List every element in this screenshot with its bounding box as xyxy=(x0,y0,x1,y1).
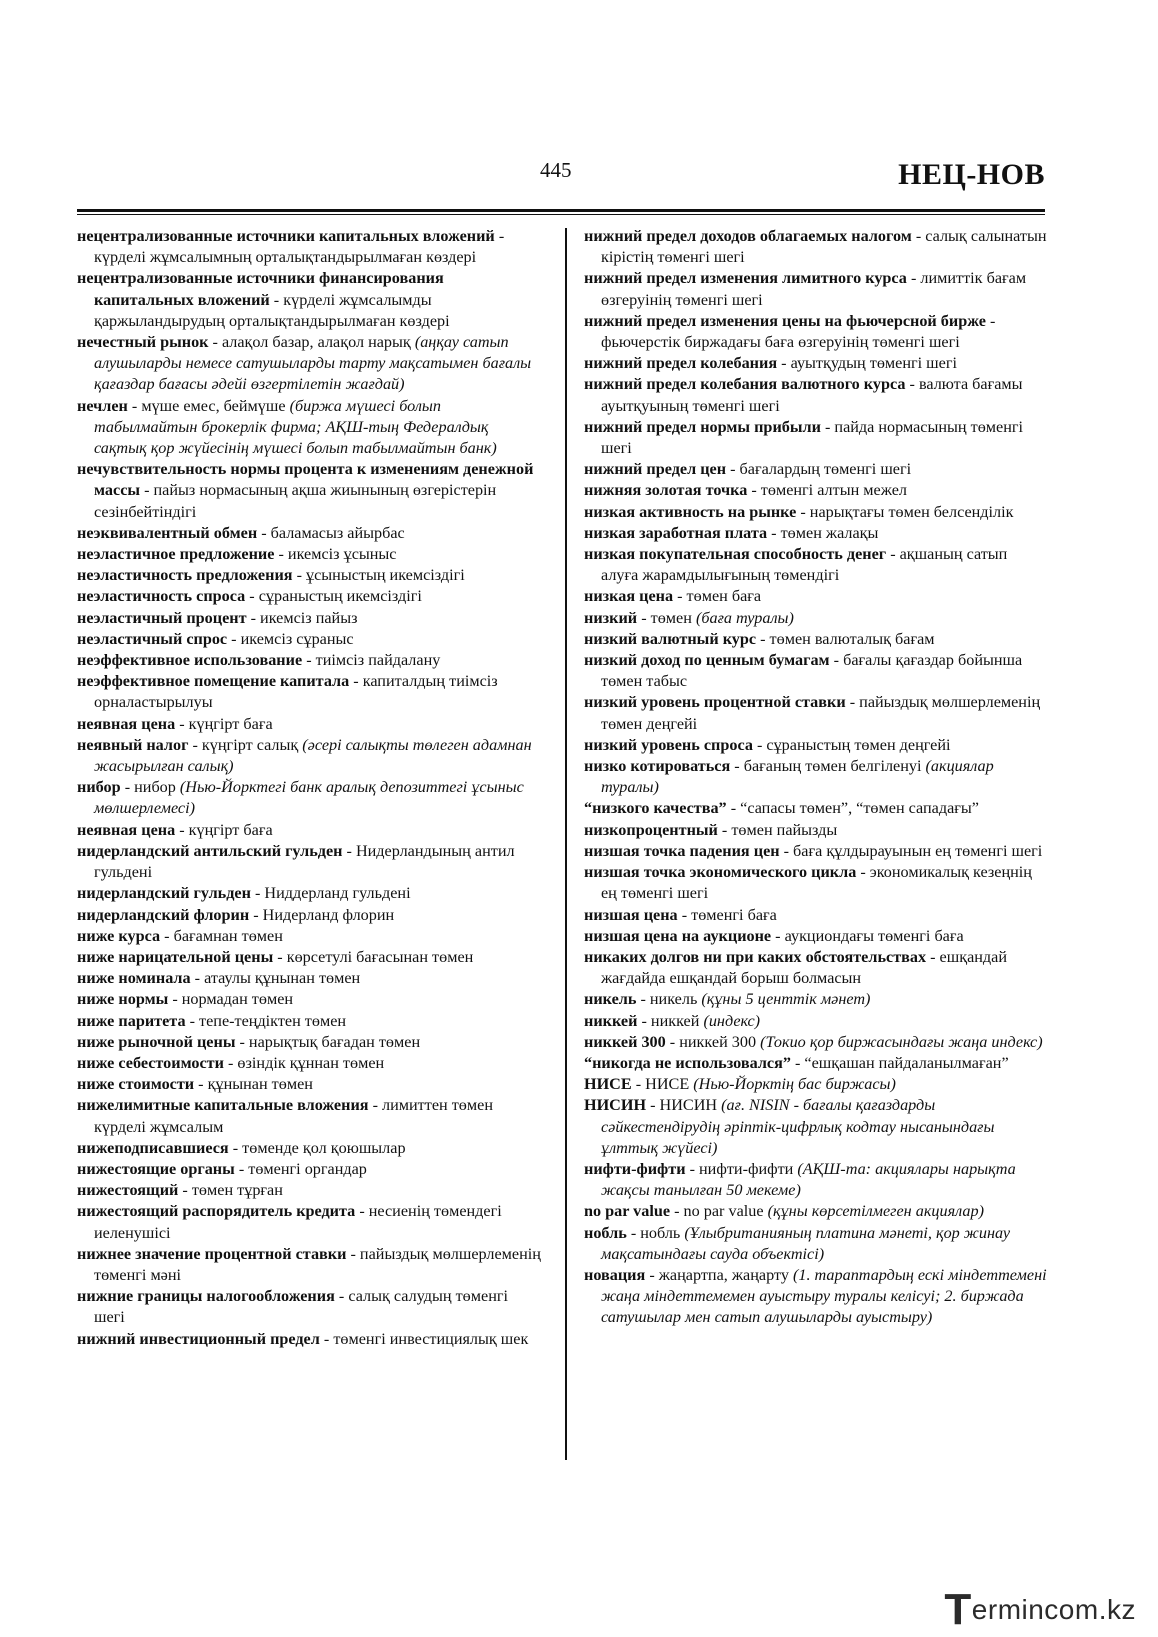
entry-term: низшая цена xyxy=(584,905,678,924)
dictionary-entry xyxy=(584,1095,1048,1159)
dictionary-entry xyxy=(77,268,542,332)
entry-note: (Нью-Йорктің бас биржасы) xyxy=(693,1075,896,1094)
header-rule xyxy=(77,209,1045,212)
entry-term: ниже паритета xyxy=(77,1011,186,1030)
entry-term: “низкого качества” xyxy=(584,799,727,818)
dictionary-entry xyxy=(77,332,542,396)
entry-definition: - no par value xyxy=(670,1202,768,1221)
dictionary-entry xyxy=(584,1053,1048,1074)
entry-note: (баға туралы) xyxy=(695,608,794,627)
entry-term: низкий xyxy=(584,608,638,627)
dictionary-entry xyxy=(77,1180,542,1201)
entry-term: нижелимитные капитальные вложения xyxy=(77,1096,369,1115)
entry-definition: - бағаның төмен белгіленуі xyxy=(730,757,926,776)
dictionary-entry xyxy=(584,735,1048,756)
dictionary-entry xyxy=(77,629,542,650)
entry-term: низко котироваться xyxy=(584,757,731,776)
entry-term: ниже себестоимости xyxy=(77,1053,224,1072)
dictionary-entry xyxy=(584,268,1048,310)
dictionary-entry xyxy=(77,820,542,841)
dictionary-entry xyxy=(77,989,542,1010)
entry-term: нижний предел нормы прибыли xyxy=(584,417,821,436)
dictionary-entry xyxy=(77,650,542,671)
entry-definition: - нибор xyxy=(120,778,180,797)
entry-definition: - пайыздық мөлшерлеменің төменгі мәні xyxy=(94,1244,541,1284)
entry-term: низкий валютный курс xyxy=(584,629,757,648)
entry-term: нижний предел цен xyxy=(584,460,727,479)
header-rule-thin xyxy=(77,214,1045,215)
entry-term: неэквивалентный обмен xyxy=(77,523,258,542)
entry-definition: - “ешқашан пайдаланылмаған” xyxy=(790,1053,1009,1072)
entry-definition: - жаңартпа, жаңарту xyxy=(645,1265,793,1284)
entry-term: неэластичность спроса xyxy=(77,587,246,606)
entry-term: нидерландский гульден xyxy=(77,884,251,903)
dictionary-entry xyxy=(77,777,542,819)
entry-term: нижний инвестиционный предел xyxy=(77,1329,320,1348)
entry-term: низшая цена на аукционе xyxy=(584,926,772,945)
entry-definition: - никкей xyxy=(637,1011,704,1030)
dictionary-entry xyxy=(584,1159,1048,1201)
dictionary-entry xyxy=(77,1074,542,1095)
entry-definition: - күрделі жұмсалымның орталықтандырылмаған көздері xyxy=(94,227,505,267)
dictionary-entry xyxy=(584,523,1048,544)
entry-definition: - күрделі жұмсалымды қаржыландырудың орталықтандырылмаған көздері xyxy=(94,290,450,330)
dictionary-entry xyxy=(584,1201,1048,1222)
entry-definition: - пайда нормасының төменгі шегі xyxy=(601,417,1024,458)
entry-definition: - сұраныстың икемсіздігі xyxy=(245,587,422,606)
dictionary-entry xyxy=(77,523,542,544)
entry-definition: - нормадан төмен xyxy=(168,990,294,1009)
dictionary-entry xyxy=(77,1053,542,1074)
logo-letter: T xyxy=(944,1585,972,1634)
dictionary-entry xyxy=(77,947,542,968)
dictionary-entry xyxy=(584,544,1048,586)
entry-definition: - ешқандай жағдайда ешқандай борыш болмасын xyxy=(601,947,1008,988)
dictionary-entry xyxy=(77,1138,542,1159)
entry-note: (Нью-Йорктегі банк аралық депозиттегі ұсыныс мөлшерлемесі) xyxy=(94,778,524,818)
entry-term: нижний предел изменения цены на фьючерсной бирже xyxy=(584,311,986,330)
entry-term: нижеподписавшиеся xyxy=(77,1138,229,1157)
dictionary-entry xyxy=(77,1329,542,1350)
entry-term: ниже номинала xyxy=(77,969,191,988)
entry-definition: - никкей 300 xyxy=(665,1032,761,1051)
entry-definition: - мүше емес, беймүше xyxy=(127,396,290,415)
entry-term: НИСЕ xyxy=(584,1075,632,1094)
entry-definition: - төмен жалақы xyxy=(767,523,879,542)
entry-definition: - атаулы құнынан төмен xyxy=(190,969,361,988)
dictionary-entry xyxy=(77,1011,542,1032)
entry-definition: - никель xyxy=(636,990,702,1009)
dictionary-entry xyxy=(77,459,542,523)
dictionary-entry xyxy=(77,608,542,629)
entry-definition: - құнынан төмен xyxy=(194,1075,313,1094)
entry-term: низкий уровень процентной ставки xyxy=(584,693,846,712)
dictionary-entry xyxy=(77,841,542,883)
dictionary-entry xyxy=(77,544,542,565)
dictionary-entry xyxy=(77,396,542,460)
dictionary-entry xyxy=(584,692,1048,734)
dictionary-entry xyxy=(584,862,1048,904)
left-column xyxy=(77,226,542,1350)
entry-definition: - алақол базар, алақол нарық xyxy=(208,333,415,352)
dictionary-entry xyxy=(584,798,1048,819)
entry-definition: - несиенің төмендегі иеленушісі xyxy=(94,1202,502,1242)
entry-definition: - пайыздық мөлшерлеменің төмен деңгейі xyxy=(601,693,1041,733)
entry-definition: - көрсетулі бағасынан төмен xyxy=(273,947,474,966)
entry-definition: - бағалардың төменгі шегі xyxy=(726,460,912,479)
dictionary-entry xyxy=(77,1244,542,1286)
dictionary-entry xyxy=(77,226,542,268)
entry-term: неявная цена xyxy=(77,714,176,733)
entry-term: нечувствительность нормы процента к изменениям денежной массы xyxy=(77,460,534,500)
site-logo[interactable] xyxy=(944,1585,1136,1635)
dictionary-entry xyxy=(77,926,542,947)
entry-definition: - төмен xyxy=(637,608,696,627)
entry-definition: - бағалы қағаздар бойынша төмен табыс xyxy=(601,651,1023,691)
entry-definition: - төмен тұрған xyxy=(178,1181,283,1200)
entry-definition: - ақшаның сатып алуға жарамдылығының төмендігі xyxy=(601,545,1008,585)
entry-definition: - лимиттен төмен күрделі жұмсалым xyxy=(94,1096,493,1136)
entry-term: нижняя золотая точка xyxy=(584,481,748,500)
entry-note: (ағ. NISIN - бағалы қағаздарды сәйкестендірудің әріптік-цифрлық кодтау нысанындағы ұлттық жүйесі) xyxy=(601,1096,995,1157)
dictionary-entry xyxy=(584,841,1048,862)
dictionary-entry xyxy=(584,1074,1048,1095)
entry-definition: - Ниддерланд гульдені xyxy=(250,884,411,903)
entry-definition: - төменде қол қоюшылар xyxy=(228,1138,406,1157)
entry-definition: - нарықтағы төмен белсенділік xyxy=(796,502,1014,521)
entry-note: (индекс) xyxy=(703,1011,761,1030)
entry-term: ниже курса xyxy=(77,926,161,945)
entry-note: (1. тараптардың ескі міндеттемені жаңа міндеттемемен ауыстыру туралы келісуі; 2. биржада сатушылар мен сатып алушыларды ауыстыру) xyxy=(601,1265,1047,1327)
dictionary-entry xyxy=(584,926,1048,947)
dictionary-entry xyxy=(77,905,542,926)
entry-definition: - төменгі органдар xyxy=(234,1159,367,1178)
entry-term: ниже стоимости xyxy=(77,1075,195,1094)
entry-term: неэластичное предложение xyxy=(77,545,275,564)
dictionary-entry xyxy=(584,226,1048,268)
entry-definition: - ұсыныстың икемсіздігі xyxy=(292,566,465,585)
entry-term: ниже нарицательной цены xyxy=(77,947,274,966)
entry-term: нижний предел доходов облагаемых налогом xyxy=(584,227,912,245)
entry-term: ниже нормы xyxy=(77,990,169,1009)
entry-term: нижестоящий xyxy=(77,1181,179,1200)
right-column xyxy=(584,226,1048,1329)
entry-definition: - төменгі инвестициялық шек xyxy=(319,1329,529,1348)
entry-definition: - икемсіз ұсыныс xyxy=(274,545,397,564)
entry-definition: - салық салынатын кірістің төменгі шегі xyxy=(601,227,1047,267)
entry-term: нижестоящий распорядитель кредита xyxy=(77,1202,356,1221)
dictionary-entry xyxy=(77,735,542,777)
dictionary-entry xyxy=(584,989,1048,1010)
entry-definition: - НИСИН xyxy=(646,1096,722,1115)
entry-definition: - капиталдың тиімсіз орналастырылуы xyxy=(94,672,498,712)
dictionary-entry xyxy=(584,311,1048,353)
dictionary-entry xyxy=(584,502,1048,523)
entry-term: нижний предел колебания xyxy=(584,354,778,373)
entry-term: неэластичность предложения xyxy=(77,566,293,585)
dictionary-entry xyxy=(584,947,1048,989)
dictionary-entry xyxy=(77,714,542,735)
entry-term: низкий уровень спроса xyxy=(584,735,753,754)
entry-term: неявная цена xyxy=(77,820,176,839)
entry-term: неэластичный спрос xyxy=(77,629,228,648)
entry-definition: - икемсіз сұраныс xyxy=(227,629,354,648)
entry-definition: - сұраныстың төмен деңгейі xyxy=(752,735,951,754)
entry-term: никель xyxy=(584,990,637,1009)
entry-definition: - экономикалық кезеңнің ең төменгі шегі xyxy=(601,863,1032,903)
entry-definition: - күңгірт баға xyxy=(175,714,273,733)
column-divider xyxy=(565,228,567,1460)
dictionary-entry xyxy=(584,1265,1048,1329)
entry-definition: - баламасыз айырбас xyxy=(257,523,405,542)
entry-term: нецентрализованные источники финансирования капитальных вложений xyxy=(77,269,444,309)
entry-term: никкей 300 xyxy=(584,1032,666,1051)
entry-note: (құны көрсетілмеген акциялар) xyxy=(767,1202,984,1221)
dictionary-entry xyxy=(584,480,1048,501)
dictionary-entry xyxy=(584,417,1048,459)
entry-definition: - нарықтық бағадан төмен xyxy=(235,1032,421,1051)
entry-definition: - Нидерландының антил гульдені xyxy=(94,841,515,882)
entry-term: нижний предел колебания валютного курса xyxy=(584,375,906,394)
dictionary-entry xyxy=(584,459,1048,480)
entry-term: низшая точка падения цен xyxy=(584,841,780,860)
entry-term: низкая заработная плата xyxy=(584,523,768,542)
dictionary-entry xyxy=(77,1159,542,1180)
dictionary-entry xyxy=(584,608,1048,629)
entry-term: низкопроцентный xyxy=(584,820,718,839)
entry-term: НИСИН xyxy=(584,1096,647,1115)
entry-term: неявный налог xyxy=(77,735,189,754)
entry-note: (әсері салықты төлеген адамнан жасырылған салық) xyxy=(94,735,532,776)
entry-term: ниже рыночной цены xyxy=(77,1032,236,1051)
entry-term: нижние границы налогообложения xyxy=(77,1287,335,1306)
entry-term: новация xyxy=(584,1265,646,1284)
entry-term: no par value xyxy=(584,1202,671,1221)
dictionary-entry xyxy=(77,1201,542,1243)
entry-term: нидерландский антильский гульден xyxy=(77,841,343,860)
entry-term: нифти-фифти xyxy=(584,1159,686,1178)
dictionary-entry xyxy=(77,883,542,904)
logo-text: ermincom.kz xyxy=(971,1594,1136,1625)
dictionary-entry xyxy=(77,968,542,989)
entry-term: нечестный рынок xyxy=(77,333,209,352)
entry-note: (Токио қор биржасындағы жаңа индекс) xyxy=(760,1032,1043,1051)
dictionary-entry xyxy=(77,1286,542,1328)
entry-definition: - күңгірт баға xyxy=(175,820,273,839)
entry-definition: - бағамнан төмен xyxy=(160,926,283,945)
entry-term: нобль xyxy=(584,1223,627,1242)
entry-term: нидерландский флорин xyxy=(77,905,250,924)
entry-definition: - икемсіз пайыз xyxy=(246,608,358,627)
entry-term: нижний предел изменения лимитного курса xyxy=(584,269,907,288)
entry-definition: - аукциондағы төменгі баға xyxy=(771,926,964,945)
dictionary-entry xyxy=(77,1095,542,1137)
dictionary-entry xyxy=(584,629,1048,650)
entry-definition: - төмен баға xyxy=(673,587,762,606)
entry-term: “никогда не использовался” xyxy=(584,1053,791,1072)
entry-note: (акциялар туралы) xyxy=(601,757,994,797)
dictionary-entry xyxy=(584,820,1048,841)
entry-term: нижнее значение процентной ставки xyxy=(77,1244,347,1263)
entry-definition: - салық салудың төменгі шегі xyxy=(94,1287,508,1327)
running-head: НЕЦ-НОВ xyxy=(898,158,1045,191)
entry-note: (биржа мүшесі болып табылмайтын брокерлік фирма; АҚШ-тың Федералдық сақтық қор жүйесінің мүшесі болып табылмайтын банк) xyxy=(94,396,497,458)
dictionary-entry xyxy=(77,671,542,713)
dictionary-entry xyxy=(77,565,542,586)
dictionary-entry xyxy=(584,1011,1048,1032)
entry-term: неэффективное помещение капитала xyxy=(77,672,350,691)
entry-term: никаких долгов ни при каких обстоятельствах xyxy=(584,947,927,966)
entry-term: нецентрализованные источники капитальных вложений xyxy=(77,227,495,245)
entry-definition: - “сапасы төмен”, “төмен сападағы” xyxy=(726,799,979,818)
entry-term: нечлен xyxy=(77,396,128,415)
dictionary-entry xyxy=(584,586,1048,607)
entry-definition: - НИСЕ xyxy=(631,1075,694,1094)
entry-definition: - күңгірт салық xyxy=(188,735,303,754)
entry-definition: - тепе-теңдіктен төмен xyxy=(185,1011,347,1030)
entry-term: нибор xyxy=(77,778,121,797)
entry-term: низкая активность на рынке xyxy=(584,502,797,521)
entry-definition: - нифти-фифти xyxy=(685,1159,798,1178)
entry-note: (АҚШ-та: акциялары нарықта жақсы танылған 50 мекеме) xyxy=(601,1159,1016,1200)
entry-term: низкая цена xyxy=(584,587,674,606)
entry-definition: - Нидерланд флорин xyxy=(249,905,395,924)
entry-definition: - төмен пайызды xyxy=(717,820,838,839)
dictionary-entry xyxy=(584,374,1048,416)
entry-term: никкей xyxy=(584,1011,638,1030)
entry-term: неэффективное использование xyxy=(77,651,303,670)
entry-definition: - нобль xyxy=(626,1223,685,1242)
entry-note: (құны 5 центтік мәнет) xyxy=(701,990,871,1009)
entry-definition: - тиімсіз пайдалану xyxy=(302,651,441,670)
entry-definition: - төменгі баға xyxy=(677,905,777,924)
entry-definition: - төмен валюталық бағам xyxy=(756,629,935,648)
dictionary-entry xyxy=(584,1032,1048,1053)
dictionary-entry xyxy=(584,650,1048,692)
entry-term: низкий доход по ценным бумагам xyxy=(584,651,830,670)
entry-definition: - валюта бағамы ауытқуының төменгі шегі xyxy=(601,375,1023,415)
entry-definition: - фьючерстік биржадағы баға өзгеруінің төменгі шегі xyxy=(601,311,996,352)
page-number: 445 xyxy=(540,158,572,182)
dictionary-entry xyxy=(584,353,1048,374)
entry-definition: - пайыз нормасының ақша жиынының өзгерістерін сезінбейтіндігі xyxy=(94,481,497,521)
dictionary-entry xyxy=(584,756,1048,798)
entry-term: неэластичный процент xyxy=(77,608,247,627)
entry-definition: - ауытқудың төменгі шегі xyxy=(777,354,957,373)
entry-term: нижестоящие органы xyxy=(77,1159,235,1178)
entry-definition: - лимиттік бағам өзгеруінің төменгі шегі xyxy=(601,269,1027,309)
entry-note: (Ұлыбританияның платина мәнеті, қор жинау мақсатындағы сауда объектісі) xyxy=(601,1223,1011,1263)
dictionary-entry xyxy=(77,586,542,607)
dictionary-entry xyxy=(584,905,1048,926)
entry-note: (аңқау сатып алушыларды немесе сатушыларды тарту мақсатымен бағалы қағаздар бағасы әдейі өзгертілетін жағдай) xyxy=(94,333,532,394)
entry-definition: - баға құлдырауынын ең төменгі шегі xyxy=(779,841,1043,860)
entry-definition: - өзіндік құннан төмен xyxy=(223,1053,385,1072)
entry-term: низкая покупательная способность денег xyxy=(584,545,887,564)
entry-term: низшая точка экономического цикла xyxy=(584,863,857,882)
dictionary-entry xyxy=(77,1032,542,1053)
entry-definition: - төменгі алтын межел xyxy=(747,481,907,500)
dictionary-entry xyxy=(584,1223,1048,1265)
